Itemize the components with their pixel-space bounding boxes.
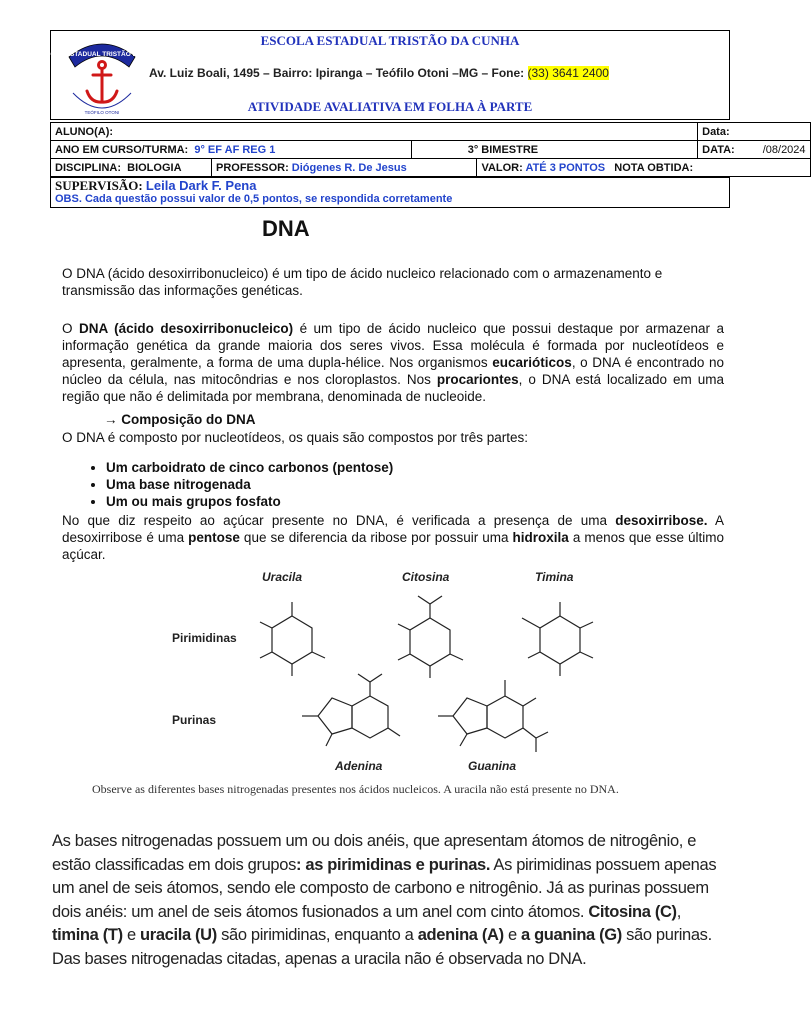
- thymine-label: Timina: [535, 570, 574, 584]
- date2-value: /08/2024: [762, 143, 806, 156]
- purines-label: Purinas: [172, 713, 217, 727]
- bold-span: uracila (U): [140, 926, 217, 944]
- adenine-ring: [352, 696, 388, 738]
- bold-span: : as pirimidinas e purinas.: [295, 855, 491, 874]
- bold-span: DNA (ácido desoxirribonucleico): [78, 321, 294, 336]
- text-span: e: [122, 926, 141, 944]
- guanine-ring-5: [453, 698, 487, 734]
- date2-label: DATA:: [702, 143, 735, 156]
- bold-span: hidroxila: [512, 530, 569, 545]
- dna-paragraph: [62, 320, 724, 405]
- logo-subtext: TEÓFILO OTONI: [84, 110, 120, 115]
- subject-value: BIOLOGIA: [127, 161, 182, 174]
- thymine-ring: [540, 616, 580, 664]
- class-value: 9° EF AF REG 1: [194, 143, 276, 156]
- guanine-label: Guanina: [468, 759, 517, 773]
- text-span: e: [503, 926, 522, 944]
- guanine-ring: [487, 696, 523, 738]
- bold-span: eucarióticos: [492, 355, 572, 370]
- supervision-line: [55, 178, 725, 193]
- supervision-box: [50, 177, 730, 208]
- adenine-label: Adenina: [335, 759, 383, 773]
- score-value: ATÉ 3 PONTOS: [525, 161, 606, 174]
- student-name-field[interactable]: ALUNO(A):: [51, 123, 698, 141]
- bold-span: desoxirribose.: [615, 513, 708, 528]
- bases-paragraph: [52, 830, 718, 971]
- text-span: que se diferencia da ribose por possuir uma: [239, 530, 513, 545]
- text-span: a menos que esse último açúcar.: [62, 530, 724, 562]
- list-item: • Um ou mais grupos fosfato: [106, 493, 393, 510]
- figure-caption: Observe as diferentes bases nitrogenadas presentes nos ácidos nucleicos. A uracila não está presente no DNA.: [92, 782, 619, 796]
- score-value-field: [477, 159, 810, 177]
- list-item: • Uma base nitrogenada: [106, 476, 393, 493]
- term-field: 3° BIMESTRE: [411, 141, 697, 159]
- text-span: O: [62, 321, 79, 336]
- supervision-label: SUPERVISÃO:: [55, 178, 143, 193]
- composition-list: [62, 459, 393, 510]
- text-span: No que diz respeito ao açúcar presente no DNA, é verificada a presença de uma: [62, 513, 616, 528]
- list-item: • Um carboidrato de cinco carbonos (pentose): [106, 459, 393, 476]
- obs-note: OBS. Cada questão possui valor de 0,5 pontos, se respondida corretamente: [55, 193, 453, 205]
- text-span: são pirimidinas, enquanto a: [216, 926, 418, 944]
- school-header: [37, 30, 730, 120]
- text-span: é um tipo de ácido nucleico que possui destaque por armazenar a informação genética da grande maioria dos seres vivos. Essa molécula é formada por nucleotídeos e apresenta, geralmente, a forma de uma dupla-hélice. Nos organismos: [62, 321, 724, 370]
- composition-intro: O DNA é composto por nucleotídeos, os quais são compostos por três partes:: [62, 430, 528, 445]
- cytosine-ring: [410, 618, 450, 666]
- pyrimidines-label: Pirimidinas: [172, 631, 237, 645]
- bold-span: Citosina (C): [588, 902, 677, 921]
- class-label: ANO EM CURSO/TURMA:: [55, 143, 189, 156]
- class-field: [51, 141, 412, 159]
- supervisor-name: Leila Dark F. Pena: [145, 178, 257, 193]
- subject-label: DISCIPLINA:: [55, 161, 121, 174]
- text-span: ,: [676, 902, 681, 921]
- anchor-icon: [87, 62, 117, 103]
- school-phone: (33) 3641 2400: [527, 66, 609, 80]
- text-span: As bases nitrogenadas possuem um ou dois anéis, que apresentam átomos de nitrogênio, e estão classificadas em dois grupos: [52, 832, 697, 874]
- text-span: , o DNA está localizado em uma região que não é delimitada por membrana, denominada de nucleoide.: [62, 372, 725, 404]
- school-name: ESCOLA ESTADUAL TRISTÃO DA CUNHA: [260, 33, 520, 48]
- adenine-ring-5: [318, 698, 352, 734]
- date-field[interactable]: Data:: [698, 123, 810, 141]
- score-label: VALOR:: [481, 161, 523, 174]
- nitrogen-bases-figure: [160, 566, 630, 776]
- bold-span: a guanina (G): [521, 926, 622, 944]
- bold-span: pentose: [188, 530, 240, 545]
- bold-span: procariontes: [436, 372, 519, 387]
- student-info-table: [50, 122, 811, 177]
- teacher-value: Diógenes R. De Jesus: [291, 161, 407, 174]
- grade-label: NOTA OBTIDA:: [614, 161, 694, 174]
- text-span: As pirimidinas possuem apenas um anel de seis átomos, sendo ele composto de carbono e nitrogênio. Já as purinas possuem dois anéis: um anel de seis átomos fusionados a um anel com cinto átomos.: [52, 855, 717, 921]
- sugar-paragraph: [62, 512, 724, 563]
- uracil-label: Uracila: [262, 570, 303, 584]
- activity-title: ATIVIDADE AVALIATIVA EM FOLHA À PARTE: [247, 99, 533, 114]
- date2-field[interactable]: [698, 141, 810, 159]
- teacher-label: PROFESSOR:: [216, 161, 289, 174]
- page-title: DNA: [262, 216, 310, 241]
- text-span: , o DNA é encontrado no núcleo da célula, nas mitocôndrias e nos cloroplastos. Nos: [62, 355, 724, 387]
- bold-span: adenina (A): [417, 926, 504, 944]
- section-subtitle: → Composição do DNA: [104, 412, 256, 427]
- cytosine-label: Citosina: [402, 570, 450, 584]
- text-span: A desoxirribose é uma: [62, 513, 725, 545]
- intro-paragraph: O DNA (ácido desoxirribonucleico) é um tipo de ácido nucleico relacionado com o armazenamento e transmissão das informações genéticas.: [62, 266, 663, 298]
- bold-span: timina (T): [52, 926, 123, 944]
- school-address: [149, 66, 609, 80]
- uracil-ring: [272, 616, 312, 664]
- logo-text: ESCOLA ESTADUAL TRISTÃO DA CUNHA: [37, 51, 167, 58]
- address-text: Av. Luiz Boali, 1495 – Bairro: Ipiranga – Teófilo Otoni –MG – Fone:: [149, 66, 528, 80]
- subject-field: [51, 159, 212, 177]
- text-span: são purinas. Das bases nitrogenadas citadas, apenas a uracila não é observada no DNA.: [52, 926, 712, 968]
- teacher-field: [212, 159, 477, 177]
